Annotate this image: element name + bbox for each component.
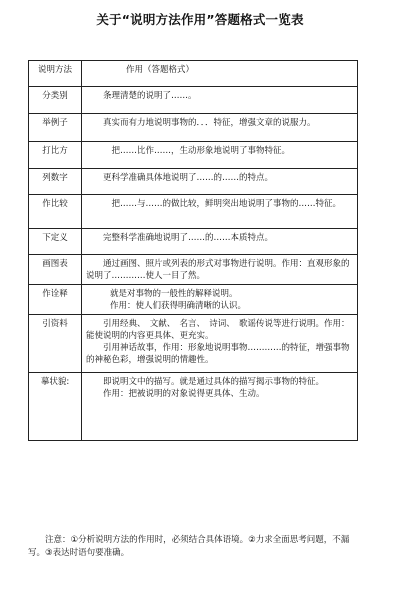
table-row <box>29 114 358 142</box>
method-name: 画图表 <box>42 259 68 269</box>
table-row <box>29 195 358 229</box>
method-name: 摹状貌: <box>40 377 70 387</box>
method-name: 打比方 <box>42 146 68 156</box>
header-effect: 作用（答题格式） <box>126 65 195 75</box>
method-effect: 条理清楚的说明了……。 <box>103 91 197 101</box>
method-name: 举例子 <box>42 118 68 128</box>
method-name: 分类别 <box>42 91 68 101</box>
table-row <box>29 87 358 114</box>
method-name: 作诠释 <box>42 289 68 299</box>
method-name: 作比较 <box>42 199 68 209</box>
document-title: 关于“说明方法作用”答题格式一览表 <box>96 12 304 27</box>
method-name: 引资料 <box>42 319 68 329</box>
method-effect-usage: 作用：使人们获得明确清晰的认识。 <box>110 301 247 311</box>
table-row <box>29 142 358 169</box>
footnote: 注意：①分析说明方法的作用时，必须结合具体语境。②力求全面思考问题，不漏写。③表达时语句要准确。 <box>28 535 350 558</box>
method-name: 下定义 <box>42 233 68 243</box>
method-table <box>28 60 358 441</box>
method-effect: 完整科学准确地说明了……的……本质特点。 <box>103 233 274 243</box>
table-header-row <box>29 61 358 87</box>
method-effect: 就是对事物的一般性的解释说明。 <box>110 289 238 299</box>
method-effect-usage: 引用神话故事，作用：形象地说明事物…………的特征，增强事物的神秘色彩，增强说明的情趣性。 <box>86 343 350 365</box>
header-method-cell <box>29 61 82 87</box>
header-effect-cell <box>82 61 358 87</box>
method-effect-usage: 作用：把被说明的对象说得更具体、生动。 <box>103 389 265 399</box>
method-effect: 即说明文中的描写。就是通过具体的描写揭示事物的特征。 <box>103 377 325 387</box>
table-row <box>29 285 358 315</box>
table-row <box>29 373 358 441</box>
table-row <box>29 315 358 373</box>
table-row <box>29 255 358 285</box>
method-name: 列数字 <box>42 173 68 183</box>
method-effect: 更科学准确具体地说明了……的……的特点。 <box>103 173 274 183</box>
method-effect: 真实而有力地说明事物的．．．特征，增强文章的说服力。 <box>103 118 316 128</box>
table-row <box>29 229 358 255</box>
method-effect: 把……比作……，生动形象地说明了事物特征。 <box>111 146 291 156</box>
table-row <box>29 169 358 195</box>
method-effect: 把……与……的做比较，鲜明突出地说明了事物的……特征。 <box>111 199 342 209</box>
method-effect: 引用经典、 文献、 名言、 诗词、 歌谣传说等进行说明。作用：能使说明的内容更具体、更充实。 <box>86 319 350 341</box>
header-method: 说明方法 <box>37 65 72 75</box>
method-effect: 通过画图、照片或列表的形式对事物进行说明。作用：直观形象的说明了…………使人一目了然。 <box>86 259 350 281</box>
